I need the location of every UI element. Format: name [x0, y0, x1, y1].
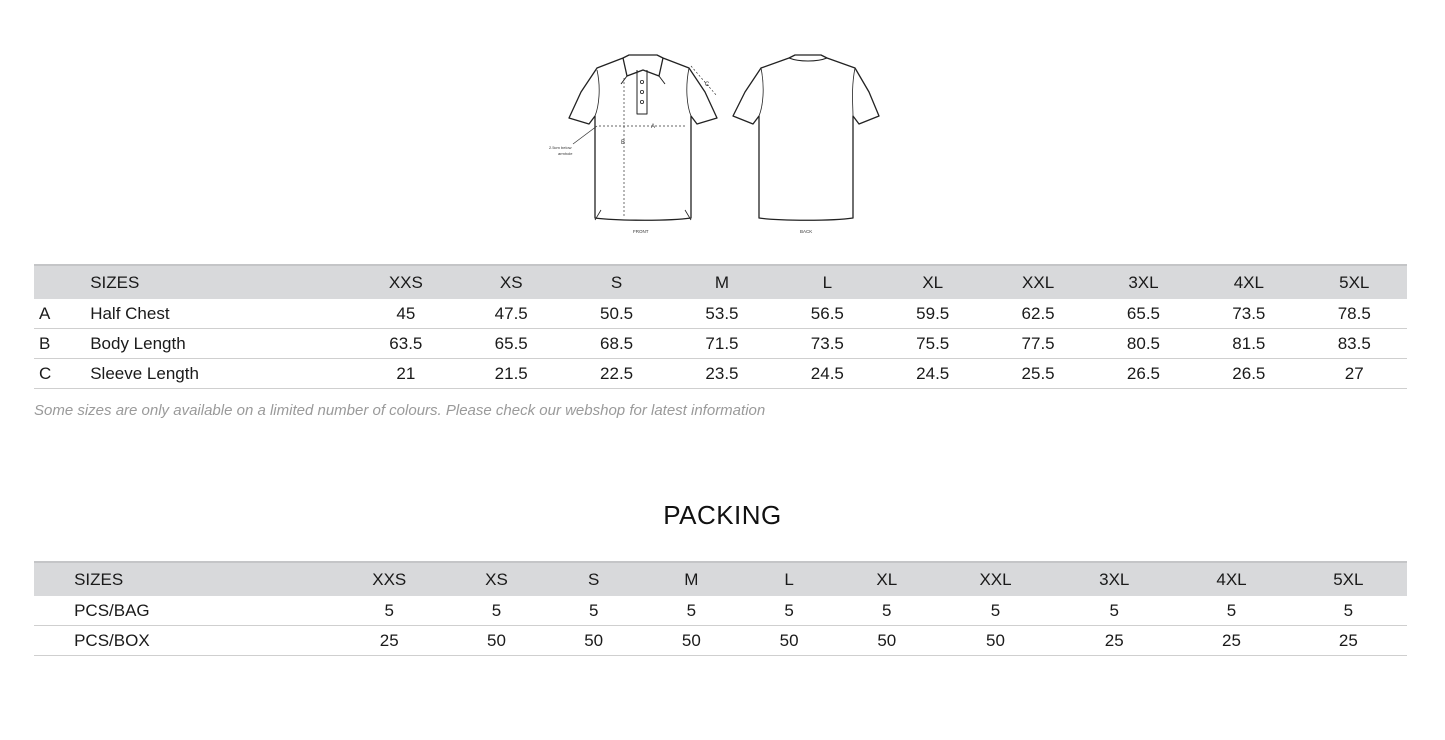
row-code: B	[39, 333, 51, 353]
table-cell: 23.5	[705, 363, 739, 383]
size-header-row	[34, 265, 1407, 299]
table-cell: 80.5	[1126, 333, 1161, 353]
row-code: C	[39, 363, 52, 383]
size-row-sleeve-length	[34, 359, 1407, 389]
polo-shirt-diagram	[545, 48, 890, 240]
table-cell: 73.5	[1232, 303, 1266, 323]
row-name: Body Length	[90, 333, 186, 353]
table-cell: 75.5	[916, 333, 950, 353]
sizes-header-label: SIZES	[90, 272, 140, 292]
table-cell: 81.5	[1232, 333, 1266, 353]
packing-col-l: L	[784, 569, 794, 589]
packing-row-spacer	[34, 596, 74, 626]
measure-c-label: C	[705, 82, 710, 88]
table-cell: 50	[779, 630, 799, 650]
table-cell: 62.5	[1021, 303, 1055, 323]
packing-row-pcs-box	[34, 626, 1407, 656]
back-shirt-outline	[733, 55, 879, 220]
table-cell: 24.5	[810, 363, 844, 383]
size-col-xs: XS	[499, 272, 523, 292]
front-shirt-outline	[569, 55, 717, 220]
table-cell: 5	[1109, 600, 1119, 620]
table-cell: 5	[784, 600, 794, 620]
table-cell: 65.5	[1126, 303, 1161, 323]
size-header-code	[34, 265, 90, 299]
size-col-s: S	[610, 272, 623, 292]
packing-col-xl: XL	[876, 569, 898, 589]
table-cell: 47.5	[494, 303, 528, 323]
packing-col-xxl: XXL	[979, 569, 1012, 589]
table-cell: 68.5	[600, 333, 634, 353]
polo-shirt-illustration	[545, 48, 890, 240]
table-cell: 50	[986, 630, 1005, 650]
packing-table	[34, 561, 1407, 656]
packing-sizes-header-label: SIZES	[74, 569, 124, 589]
table-cell: 24.5	[916, 363, 950, 383]
size-col-xxs: XXS	[388, 272, 423, 292]
size-col-xl: XL	[922, 272, 944, 292]
packing-row-spacer	[34, 626, 74, 656]
packing-col-s: S	[588, 569, 600, 589]
table-cell: 5	[990, 600, 1001, 620]
measure-a-label: A	[651, 124, 656, 130]
table-cell: 50	[877, 630, 897, 650]
table-cell: 25	[1222, 630, 1241, 650]
packing-title: PACKING	[663, 500, 782, 530]
size-col-xxl: XXL	[1022, 272, 1055, 292]
back-label: BACK	[800, 229, 813, 234]
table-cell: 26.5	[1232, 363, 1266, 383]
table-cell: 22.5	[600, 363, 634, 383]
table-cell: 59.5	[916, 303, 950, 323]
table-cell: 50	[681, 630, 701, 650]
size-row-body-length	[34, 329, 1407, 359]
availability-note: Some sizes are only available on a limited number of colours. Please check our webshop for latest information	[34, 402, 766, 419]
row-name: Sleeve Length	[90, 363, 199, 383]
packing-col-5xl: 5XL	[1333, 569, 1364, 589]
packing-col-xs: XS	[485, 569, 508, 589]
packing-col-xxs: XXS	[372, 569, 407, 589]
size-col-4xl: 4XL	[1233, 272, 1264, 292]
table-cell: 73.5	[810, 333, 844, 353]
row-code: A	[39, 303, 51, 323]
packing-header-row	[34, 562, 1407, 596]
size-chart-table	[34, 264, 1407, 389]
row-name: PCS/BAG	[74, 600, 150, 620]
table-cell: 26.5	[1126, 363, 1161, 383]
armhole-note-line-2: armhole	[558, 151, 573, 156]
table-cell: 5	[1343, 600, 1354, 620]
table-cell: 71.5	[705, 333, 739, 353]
packing-col-3xl: 3XL	[1099, 569, 1130, 589]
armhole-note-line-1: 2.5cm below	[549, 145, 572, 150]
table-cell: 63.5	[389, 333, 423, 353]
front-label: FRONT	[633, 229, 649, 234]
packing-header-spacer	[34, 562, 74, 596]
front-buttons	[640, 80, 643, 103]
size-col-5xl: 5XL	[1339, 272, 1370, 292]
table-cell: 77.5	[1021, 333, 1055, 353]
packing-row-pcs-bag	[34, 596, 1407, 626]
table-cell: 25	[1104, 630, 1124, 650]
size-row-half-chest	[34, 299, 1407, 329]
table-cell: 83.5	[1337, 333, 1371, 353]
table-cell: 25.5	[1021, 363, 1055, 383]
packing-col-m: M	[684, 569, 699, 589]
table-cell: 21.5	[494, 363, 528, 383]
table-cell: 56.5	[810, 303, 844, 323]
measure-b-label: B	[621, 140, 626, 146]
table-cell: 5	[588, 600, 599, 620]
row-name: Half Chest	[90, 303, 170, 323]
table-cell: 78.5	[1337, 303, 1371, 323]
row-name: PCS/BOX	[74, 630, 150, 650]
table-cell: 65.5	[494, 333, 528, 353]
size-col-m: M	[714, 272, 730, 292]
table-cell: 25	[1338, 630, 1358, 650]
table-cell: 5	[882, 600, 892, 620]
table-cell: 45	[396, 303, 416, 323]
table-cell: 50.5	[600, 303, 634, 323]
table-cell: 5	[384, 600, 394, 620]
table-cell: 27	[1344, 363, 1364, 383]
table-cell: 50	[584, 630, 604, 650]
table-cell: 5	[686, 600, 697, 620]
table-cell: 5	[491, 600, 502, 620]
size-col-l: L	[822, 272, 833, 292]
table-cell: 50	[487, 630, 506, 650]
table-cell: 5	[1226, 600, 1237, 620]
table-cell: 21	[396, 363, 416, 383]
table-cell: 53.5	[705, 303, 739, 323]
size-col-3xl: 3XL	[1128, 272, 1159, 292]
table-cell: 25	[379, 630, 399, 650]
packing-col-4xl: 4XL	[1216, 569, 1247, 589]
